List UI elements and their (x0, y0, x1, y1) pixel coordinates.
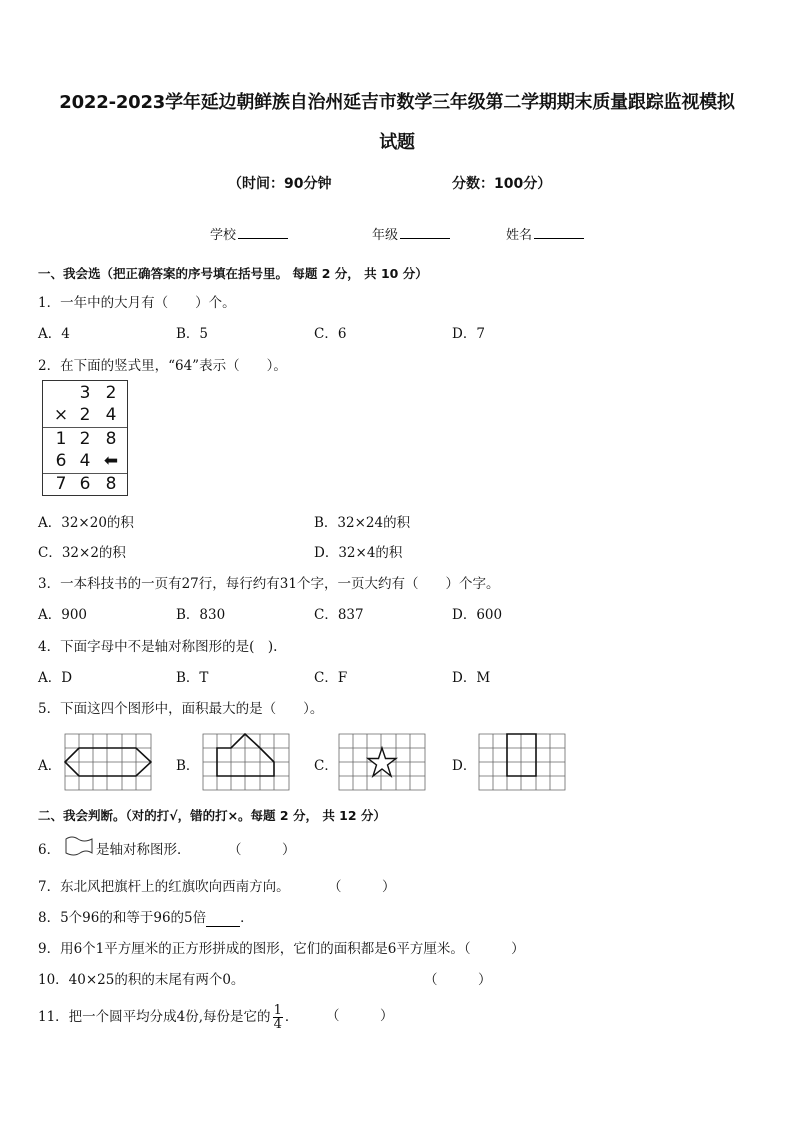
q3-stem: 3．一本科技书的一页有27行，每行约有31个字，一页大约有（ ）个字。 (38, 576, 500, 592)
score-info: 分数：100分） (452, 176, 552, 192)
q10-answer-blank[interactable]: （ ） (424, 972, 492, 988)
q2-option-c[interactable]: C．32×2的积 (38, 545, 126, 561)
q8-answer-blank[interactable] (206, 910, 240, 927)
calc-row-5: 7 6 8 (55, 474, 117, 494)
q9-answer-blank[interactable]: （ ） (463, 941, 525, 957)
page-title-line2: 试题 (379, 132, 415, 153)
fraction-one-quarter: $\frac{1}{4}$ (273, 1003, 282, 1032)
q5-figure-d (478, 733, 566, 791)
q9-text: 9．用6个1平方厘米的正方形拼成的图形，它们的面积都是6平方厘米。（ ） (38, 941, 525, 957)
q7-text: 7．东北风把旗杆上的红旗吹向西南方向。 (38, 879, 290, 895)
q6-answer-blank[interactable]: （ ） (228, 842, 296, 858)
calc-row-2: × 2 4 (53, 405, 117, 425)
q5-figure-c (338, 733, 426, 791)
flag-shape-icon (64, 835, 94, 857)
section1-heading: 一、我会选（把正确答案的序号填在括号里。 每题 2 分， 共 10 分） (38, 266, 428, 281)
q3-option-c[interactable]: C．837 (314, 607, 364, 623)
q8-text: 8．5个96的和等于96的5倍 ． (38, 910, 254, 926)
q4-option-b[interactable]: B．T (176, 670, 209, 686)
q5-figure-a (64, 733, 152, 791)
grade-field[interactable] (372, 224, 450, 243)
school-label: 学校 (210, 228, 237, 243)
q6-number: 6． (38, 842, 61, 858)
arrow-left-icon: ⬅ (103, 451, 119, 471)
q10-text: 10．40×25的积的末尾有两个0。 (38, 972, 245, 988)
section2-heading: 二、我会判断。（对的打√，错的打×。每题 2 分， 共 12 分） (38, 808, 386, 823)
grade-label: 年级 (372, 228, 399, 243)
q5-stem: 5．下面这四个图形中，面积最大的是（ ）。 (38, 701, 324, 717)
calc-row-3: 1 2 8 (55, 429, 117, 449)
q1-stem: 1．一年中的大月有（ ）个。 (38, 295, 236, 311)
q11-text: 11．把一个圆平均分成4份,每份是它的 $\frac{1}{4}$ ． (38, 1003, 299, 1032)
q6-text: 是轴对称图形． (96, 842, 191, 858)
q3-option-d[interactable]: D．600 (452, 607, 503, 623)
q3-option-b[interactable]: B．830 (176, 607, 226, 623)
time-info: （时间：90分钟 (228, 176, 332, 192)
q1-option-d[interactable]: D．7 (452, 326, 485, 342)
q11-answer-blank[interactable]: （ ） (326, 1008, 394, 1024)
q4-option-c[interactable]: C．F (314, 670, 348, 686)
q7-answer-blank[interactable]: （ ） (328, 879, 396, 895)
q1-option-a[interactable]: A．4 (38, 326, 70, 342)
q2-option-b[interactable]: B．32×24的积 (314, 515, 411, 531)
star-icon (368, 748, 396, 776)
q5-figure-b (202, 733, 290, 791)
q1-option-c[interactable]: C．6 (314, 326, 347, 342)
school-field[interactable] (210, 224, 288, 243)
q5-option-b[interactable]: B． (176, 758, 200, 774)
q5-option-c[interactable]: C． (314, 758, 338, 774)
q5-option-a[interactable]: A． (38, 758, 62, 774)
page-title: 2022-2023学年延边朝鲜族自治州延吉市数学三年级第二学期期末质量跟踪监视模拟 (59, 92, 735, 113)
q2-stem: 2．在下面的竖式里，“64”表示（ ）。 (38, 358, 287, 374)
multiplication-table (42, 380, 128, 496)
q4-option-d[interactable]: D．M (452, 670, 491, 686)
q2-option-d[interactable]: D．32×4的积 (314, 545, 403, 561)
q4-stem: 4．下面字母中不是轴对称图形的是( ). (38, 639, 278, 655)
q2-option-a[interactable]: A．32×20的积 (38, 515, 134, 531)
name-field[interactable] (506, 224, 584, 243)
calc-row-4: 6 4 ⬅ (43, 451, 127, 473)
q1-option-b[interactable]: B．5 (176, 326, 209, 342)
q3-option-a[interactable]: A．900 (38, 607, 88, 623)
q4-option-a[interactable]: A．D (38, 670, 73, 686)
name-label: 姓名 (506, 228, 533, 243)
calc-row-1: 3 2 (79, 383, 117, 403)
q5-option-d[interactable]: D． (452, 758, 477, 774)
